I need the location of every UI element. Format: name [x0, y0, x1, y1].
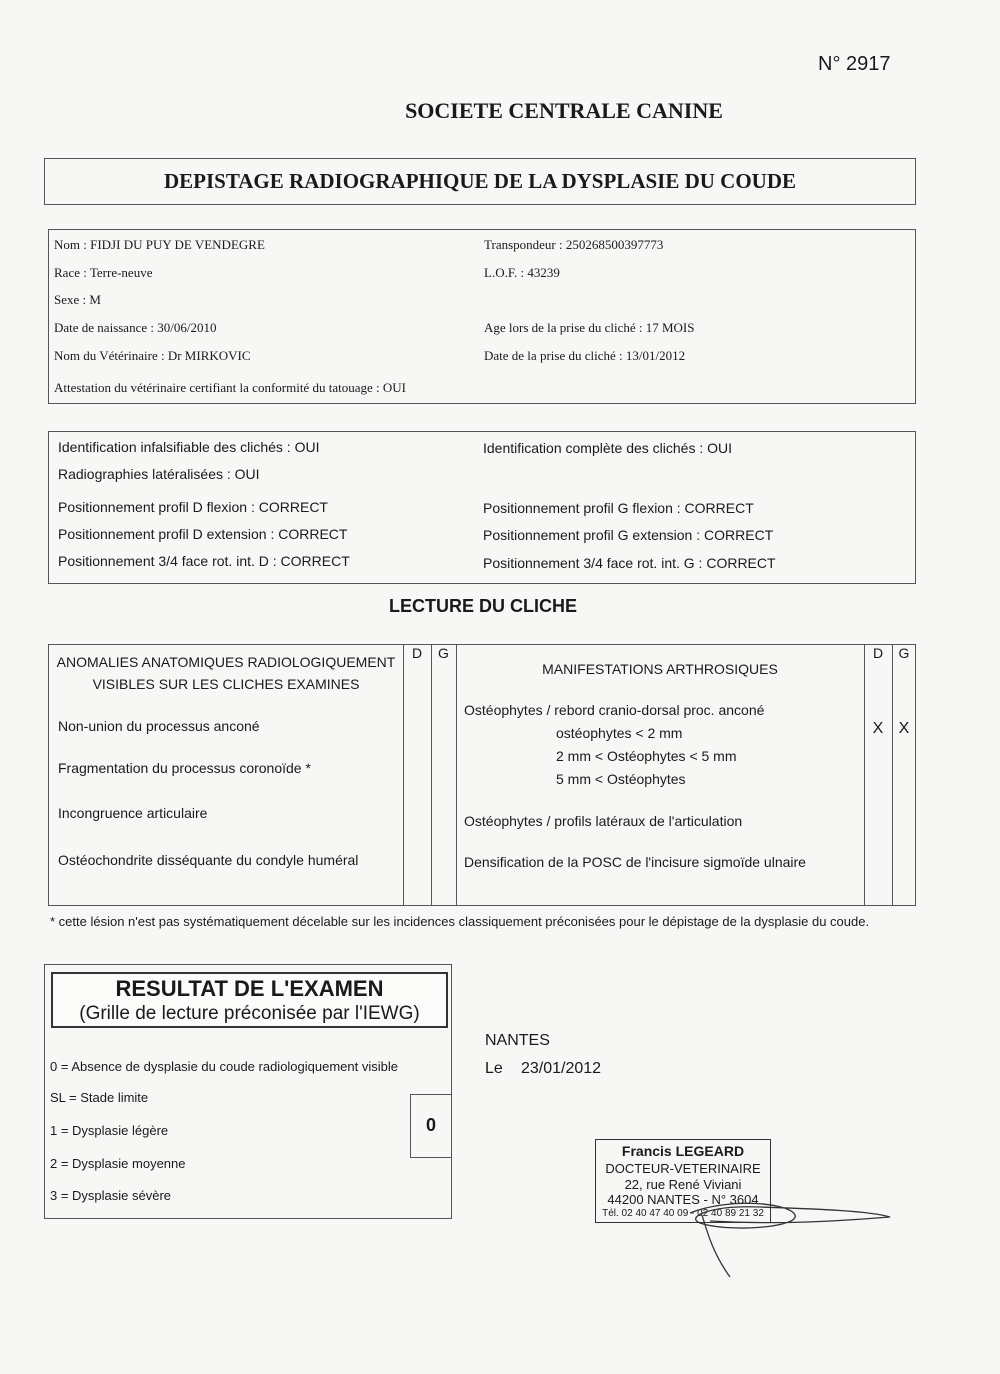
grade-sl: SL = Stade limite [50, 1090, 149, 1105]
check-left-3: Positionnement profil D flexion : CORRECT [58, 499, 328, 515]
identification-box [48, 229, 916, 404]
organization-name: SOCIETE CENTRALE CANINE [405, 98, 723, 123]
title-box [44, 158, 916, 205]
right-col-d-header: D [872, 645, 884, 661]
veterinarian-name: Nom du Vétérinaire : Dr MIRKOVIC [54, 348, 251, 363]
tattoo-attestation: Attestation du vétérinaire certifiant la conformité du tatouage : OUI [54, 380, 406, 395]
anomalies-header-line-1: ANOMALIES ANATOMIQUES RADIOLOGIQUEMENT [56, 654, 396, 670]
lof-number: L.O.F. : 43239 [484, 265, 560, 280]
stamp-city: 44200 NANTES - N° 3604 [607, 1192, 759, 1207]
column-divider [403, 645, 404, 905]
lecture-title: LECTURE DU CLICHE [389, 596, 577, 616]
anomaly-row-4: Ostéochondrite disséquante du condyle huméral [58, 852, 359, 868]
manifestation-row-4: 5 mm < Ostéophytes [556, 771, 686, 787]
anomaly-row-2: Fragmentation du processus coronoïde * [58, 760, 311, 776]
column-divider [892, 645, 893, 905]
result-header [51, 972, 448, 1028]
manifestation-row-2: ostéophytes < 2 mm [556, 725, 683, 741]
column-divider [431, 645, 432, 905]
footnote: * cette lésion n'est pas systématiquement décelable sur les incidences classiquement préconisées pour le dépistage de la dysplasie du coude. [50, 914, 870, 929]
check-right-3: Positionnement profil G extension : CORRECT [483, 527, 774, 543]
dog-sex: Sexe : M [54, 292, 101, 307]
grade-1: 1 = Dysplasie légère [50, 1123, 169, 1138]
age-at-xray: Age lors de la prise du cliché : 17 MOIS [484, 320, 695, 335]
anomalies-header-line-2: VISIBLES SUR LES CLICHES EXAMINES [92, 676, 360, 692]
score-box [410, 1094, 452, 1158]
left-col-g-header: G [438, 645, 449, 661]
result-score: 0 [425, 1115, 436, 1135]
date-label: Le [485, 1060, 503, 1077]
document-number: N° 2917 [818, 53, 891, 75]
check-left-1: Identification infalsifiable des clichés : OUI [58, 439, 320, 455]
check-right-4: Positionnement 3/4 face rot. int. G : CORRECT [483, 555, 776, 571]
check-right-1: Identification complète des clichés : OUI [483, 440, 733, 456]
right-col-g-header: G [898, 645, 910, 661]
column-divider [456, 645, 457, 905]
check-left-5: Positionnement 3/4 face rot. int. D : CORRECT [58, 553, 350, 569]
signature-mark [590, 1185, 900, 1280]
left-col-d-header: D [411, 645, 423, 661]
manifestations-header: MANIFESTATIONS ARTHROSIQUES [542, 661, 778, 677]
date-value: 23/01/2012 [521, 1060, 602, 1077]
lecture-table [48, 644, 916, 906]
transponder-number: Transpondeur : 250268500397773 [484, 237, 664, 252]
xray-quality-box [48, 431, 916, 584]
anomaly-row-1: Non-union du processus anconé [58, 718, 260, 734]
birth-date: Date de naissance : 30/06/2010 [54, 320, 217, 335]
result-subtitle: (Grille de lecture préconisée par l'IEWG) [79, 1003, 420, 1024]
place: NANTES [485, 1032, 550, 1049]
xray-date: Date de la prise du cliché : 13/01/2012 [484, 348, 686, 363]
anomalies-header [49, 651, 403, 695]
dog-name: Nom : FIDJI DU PUY DE VENDEGRE [54, 237, 265, 252]
grade-0: 0 = Absence de dysplasie du coude radiologiquement visible [50, 1059, 398, 1074]
check-right-2: Positionnement profil G flexion : CORRECT [483, 500, 754, 516]
column-divider [864, 645, 865, 905]
anomaly-row-3: Incongruence articulaire [58, 805, 208, 821]
manifestation-row-1: Ostéophytes / rebord cranio-dorsal proc. anconé [464, 702, 765, 718]
document-title: DEPISTAGE RADIOGRAPHIQUE DE LA DYSPLASIE DU COUDE [163, 169, 797, 193]
grade-3: 3 = Dysplasie sévère [50, 1188, 172, 1203]
result-title: RESULTAT DE L'EXAMEN [115, 976, 384, 1001]
manifestation-row-3: 2 mm < Ostéophytes < 5 mm [556, 748, 737, 764]
mark-g-osteophytes: X [898, 720, 910, 737]
dog-breed: Race : Terre-neuve [54, 265, 153, 280]
stamp-name: Francis LEGEARD [621, 1143, 745, 1159]
stamp-title: DOCTEUR-VETERINAIRE [605, 1161, 761, 1176]
check-left-2: Radiographies latéralisées : OUI [58, 466, 260, 482]
stamp-phone: Tél. 02 40 47 40 09 - 02 40 89 21 32 [602, 1208, 764, 1219]
grade-2: 2 = Dysplasie moyenne [50, 1156, 186, 1171]
mark-d-osteophytes: X [872, 720, 884, 737]
manifestation-row-6: Densification de la POSC de l'incisure sigmoïde ulnaire [464, 854, 806, 870]
stamp-street: 22, rue René Viviani [624, 1177, 742, 1192]
check-left-4: Positionnement profil D extension : CORRECT [58, 526, 348, 542]
manifestation-row-5: Ostéophytes / profils latéraux de l'articulation [464, 813, 743, 829]
